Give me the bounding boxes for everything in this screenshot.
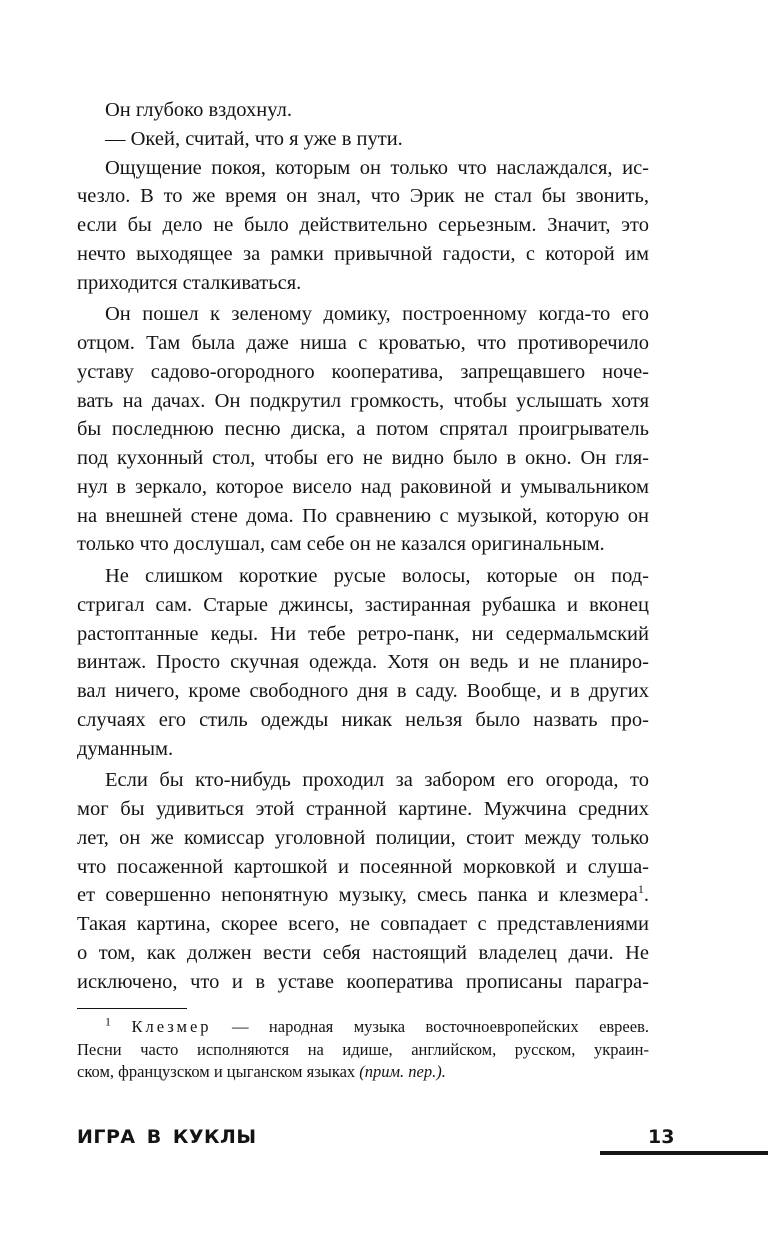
text-line: если бы дело не было действительно серьезным. Значит, это bbox=[77, 214, 649, 236]
text-line: мог бы удивиться этой странной картине. Мужчина средних bbox=[77, 798, 649, 820]
text-line: Он глубоко вздохнул. bbox=[105, 99, 292, 121]
footnote-line bbox=[77, 1061, 649, 1084]
footnote-text: ском, французском и цыганском языках bbox=[77, 1062, 356, 1081]
text-line: лет, он же комиссар уголовной полиции, стоит между только bbox=[77, 826, 649, 849]
text-line: о том, как должен вести себя настоящий владелец дачи. Не bbox=[77, 941, 649, 964]
footnote-line bbox=[77, 1016, 649, 1039]
text-line: под кухонный стол, чтобы его не видно было в окно. Он гля- bbox=[77, 447, 649, 469]
footnote-reference: 1 bbox=[637, 882, 644, 897]
text-line: стригал сам. Старые джинсы, застиранная рубашка и вконец bbox=[77, 593, 649, 616]
text-line: нечто выходящее за рамки привычной гадости, с которой им bbox=[77, 242, 649, 265]
text-line: бы последнюю песню диска, а потом спрятал проигрыватель bbox=[77, 418, 649, 441]
text-line: только что дослушал, сам себе он не казался оригинальным. bbox=[77, 533, 605, 556]
text-line: уставу садово-огородного кооператива, запрещавшего ноче- bbox=[77, 360, 649, 383]
text-line: Он пошел к зеленому домику, построенному когда-то его bbox=[105, 303, 649, 326]
footnote bbox=[77, 1016, 649, 1084]
text-line: Такая картина, скорее всего, не совпадает с представлениями bbox=[77, 913, 649, 935]
text-line: винтаж. Просто скучная одежда. Хотя он ведь и не планиро- bbox=[77, 651, 649, 674]
running-title: ИГРА В КУКЛЫ bbox=[77, 1126, 257, 1148]
text-line: нул в зеркало, которое висело над раковиной и умывальником bbox=[77, 475, 649, 498]
text-line: Если бы кто-нибудь проходил за забором его огорода, то bbox=[105, 769, 649, 792]
text-line: ет совершенно непонятную музыку, смесь панка и клезмера$^1$. bbox=[77, 882, 649, 907]
footnote-term: Клезмер bbox=[131, 1017, 212, 1036]
text-line: приходится сталкиваться. bbox=[77, 271, 302, 294]
text-line: — Окей, считай, что я уже в пути. bbox=[105, 127, 403, 150]
footnote-line: Песни часто исполняются на идише, английском, русском, украин- bbox=[77, 1039, 649, 1059]
text-line: растоптанные кеды. Ни тебе ретро-панк, ни седермальмский bbox=[77, 622, 649, 645]
main-text bbox=[77, 96, 649, 996]
footnote-text: — народная музыка восточноевропейских евреев. bbox=[231, 1017, 649, 1036]
text-line: Не слишком короткие русые волосы, которые он под- bbox=[105, 565, 649, 587]
footnote-divider bbox=[77, 1008, 187, 1009]
text-line: на внешней стене дома. По сравнению с музыкой, которую он bbox=[77, 504, 649, 527]
translator-note: (прим. пер.). bbox=[359, 1062, 446, 1081]
page-number: 13 bbox=[648, 1126, 675, 1148]
text-line: чезло. В то же время он знал, что Эрик не стал бы звонить, bbox=[77, 185, 649, 208]
text-line: вал ничего, кроме свободного дня в саду. Вообще, и в других bbox=[77, 680, 649, 702]
text-line: отцом. Там была даже ниша с кроватью, что противоречило bbox=[77, 332, 649, 354]
footnote-marker: 1 bbox=[105, 1014, 111, 1029]
text-line: думанным. bbox=[77, 737, 174, 760]
text-line: исключено, что и в уставе кооператива прописаны парагра- bbox=[77, 970, 649, 993]
text-line: вать на дачах. Он подкрутил громкость, чтобы услышать хотя bbox=[77, 389, 649, 412]
text-line: случаях его стиль одежды никак нельзя было назвать про- bbox=[77, 708, 649, 731]
page-number-rule bbox=[600, 1151, 768, 1155]
text-line-content: ет совершенно непонятную музыку, смесь панка и клезмера bbox=[77, 884, 638, 907]
text-line: что посаженной картошкой и посеянной морковкой и слуша- bbox=[77, 855, 649, 878]
text-line: Ощущение покоя, которым он только что наслаждался, ис- bbox=[105, 156, 649, 179]
